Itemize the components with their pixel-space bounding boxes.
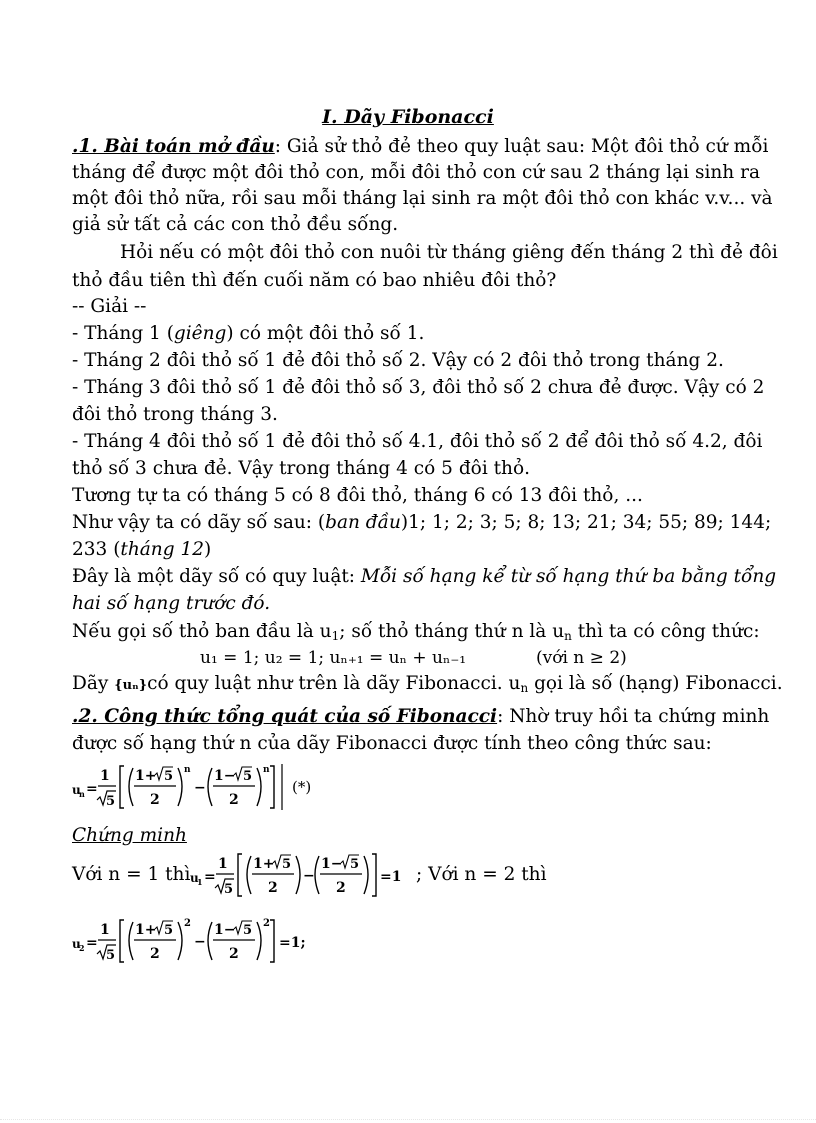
- svg-text:2: 2: [268, 880, 278, 896]
- eq1-result: =1: [380, 869, 402, 885]
- m1-c: ) có một đôi thỏ số 1.: [226, 323, 425, 344]
- recurrence-formula: u₁ = 1; u₂ = 1; uₙ₊₁ = uₙ + uₙ₋₁: [200, 648, 467, 668]
- s2-line1: [72, 704, 770, 730]
- svg-text:1: 1: [197, 877, 203, 887]
- svg-text:=: =: [86, 935, 98, 951]
- s2-line2: được số hạng thứ n của dãy Fibonacci được tính theo công thức sau:: [72, 733, 712, 754]
- n1-formula: [190, 848, 422, 904]
- seq-c: )1; 1; 2; 3; 5; 8; 13; 21; 34; 55; 89; 144;: [400, 512, 772, 533]
- m1-a: - Tháng 1 (: [72, 323, 174, 344]
- call-line: [72, 619, 760, 645]
- rule-b: Mỗi số hạng kể từ số hạng thứ ba bằng tổng: [360, 566, 777, 587]
- s1-line1-text: : Giả sử thỏ đẻ theo quy luật sau: Một đôi thỏ cứ mỗi: [274, 136, 769, 157]
- svg-text:−: −: [194, 780, 206, 796]
- def-c: gọi là số (hạng) Fibonacci.: [528, 673, 783, 694]
- svg-text:−: −: [194, 934, 206, 950]
- def-a: Dãy: [72, 673, 115, 694]
- rule-line-b: hai số hạng trước đó.: [72, 593, 271, 614]
- svg-text:1+: 1+: [253, 856, 275, 872]
- svg-text:5: 5: [224, 882, 234, 897]
- svg-text:1−: 1−: [214, 768, 236, 784]
- svg-text:=: =: [204, 869, 216, 885]
- month3-line-b: đôi thỏ trong tháng 3.: [72, 404, 278, 425]
- seq2-c: ): [203, 539, 212, 560]
- s1-line3: một đôi thỏ nữa, rồi sau mỗi tháng lại sinh ra một đôi thỏ con khác v.v... và: [72, 188, 773, 209]
- m1-b: giêng: [173, 323, 227, 344]
- page-bottom-divider: [0, 1119, 816, 1120]
- seq-b: ban đầu: [325, 512, 401, 533]
- month4-line-b: thỏ số 3 chưa đẻ. Vậy trong tháng 4 có 5 đôi thỏ.: [72, 458, 530, 479]
- sequence-line-b: [72, 537, 760, 563]
- page-title: I. Dãy Fibonacci: [322, 106, 494, 128]
- svg-text:5: 5: [243, 923, 253, 938]
- rule-a: Đây là một dãy số có quy luật:: [72, 566, 361, 587]
- def-sub: n: [520, 681, 529, 695]
- rule-line-a: [72, 564, 777, 590]
- call-a: Nếu gọi số thỏ ban đầu là u: [72, 621, 332, 642]
- svg-text:5: 5: [106, 948, 116, 963]
- svg-text:5: 5: [282, 857, 292, 872]
- svg-text:1: 1: [100, 922, 110, 938]
- def-seq: {uₙ}: [114, 678, 148, 693]
- s1-line5: Hỏi nếu có một đôi thỏ con nuôi từ tháng giêng đến tháng 2 thì đẻ đôi: [120, 242, 778, 263]
- s2-line1-text: : Nhờ truy hồi ta chứng minh: [497, 706, 770, 727]
- section2-heading: .2. Công thức tổng quát của số Fibonacci: [72, 706, 498, 727]
- svg-text:n: n: [263, 765, 270, 775]
- svg-text:2: 2: [229, 792, 239, 808]
- recurrence-condition: (với n ≥ 2): [536, 648, 627, 668]
- call-end: thì ta có công thức:: [571, 621, 760, 642]
- svg-text:=: =: [86, 781, 98, 797]
- month2-line: - Tháng 2 đôi thỏ số 1 đẻ đôi thỏ số 2. Vậy có 2 đôi thỏ trong tháng 2.: [72, 350, 724, 371]
- def-b: có quy luật như trên là dãy Fibonacci. u: [147, 673, 521, 694]
- seq2-a: 233 (: [72, 539, 121, 560]
- svg-text:1+: 1+: [135, 768, 157, 784]
- section1-heading: .1. Bài toán mở đầu: [72, 136, 275, 157]
- svg-text:n: n: [79, 789, 85, 799]
- n2-formula: [72, 912, 332, 972]
- seq2-b: tháng 12: [120, 539, 204, 560]
- svg-text:n: n: [184, 765, 191, 775]
- svg-text:5: 5: [106, 794, 116, 809]
- svg-text:2: 2: [79, 943, 85, 953]
- svg-text:1+: 1+: [135, 922, 157, 938]
- s1-line4: giả sử tất cả các con thỏ đều sống.: [72, 214, 399, 235]
- month3-line-a: - Tháng 3 đôi thỏ số 1 đẻ đôi thỏ số 3, đôi thỏ số 2 chưa đẻ được. Vậy có 2: [72, 377, 765, 398]
- call-sub1: 1: [331, 629, 340, 643]
- svg-text:2: 2: [150, 946, 160, 962]
- sequence-line-a: [72, 510, 772, 536]
- seq-a: Như vậy ta có dãy số sau: (: [72, 512, 326, 533]
- s1-line1: [72, 134, 769, 160]
- svg-text:5: 5: [243, 769, 253, 784]
- svg-text:5: 5: [164, 923, 174, 938]
- svg-text:1: 1: [100, 768, 110, 784]
- binet-formula: [72, 758, 342, 818]
- svg-text:2: 2: [184, 918, 191, 929]
- solve-label: -- Giải --: [72, 296, 147, 317]
- call-mid: ; số thỏ tháng thứ n là u: [339, 621, 565, 642]
- svg-text:2: 2: [263, 918, 270, 929]
- proof-heading: Chứng minh: [72, 825, 187, 846]
- svg-text:u: u: [72, 937, 81, 951]
- svg-text:u: u: [72, 783, 81, 797]
- definition-line: [72, 671, 783, 699]
- call-subn: n: [564, 629, 572, 643]
- eq2-result: =1;: [279, 935, 306, 951]
- svg-text:2: 2: [150, 792, 160, 808]
- n1-suffix: ; Với n = 2 thì: [416, 864, 547, 885]
- svg-text:5: 5: [164, 769, 174, 784]
- n1-prefix: Với n = 1 thì: [72, 864, 191, 885]
- svg-text:u: u: [190, 871, 199, 885]
- svg-text:1−: 1−: [214, 922, 236, 938]
- s1-line6: thỏ đầu tiên thì đến cuối năm có bao nhiêu đôi thỏ?: [72, 270, 557, 291]
- svg-text:2: 2: [336, 880, 346, 896]
- svg-text:1−: 1−: [321, 856, 343, 872]
- svg-text:1: 1: [218, 856, 228, 872]
- formula-tag: (*): [292, 778, 312, 796]
- month4-line-a: - Tháng 4 đôi thỏ số 1 đẻ đôi thỏ số 4.1, đôi thỏ số 2 để đôi thỏ số 4.2, đôi: [72, 431, 763, 452]
- svg-text:−: −: [303, 868, 315, 884]
- month1-line: [72, 321, 760, 347]
- svg-text:2: 2: [229, 946, 239, 962]
- svg-text:5: 5: [350, 857, 360, 872]
- s1-line2: tháng để được một đôi thỏ con, mỗi đôi thỏ con cứ sau 2 tháng lại sinh ra: [72, 162, 760, 183]
- similar-line: Tương tự ta có tháng 5 có 8 đôi thỏ, tháng 6 có 13 đôi thỏ, ...: [72, 485, 643, 506]
